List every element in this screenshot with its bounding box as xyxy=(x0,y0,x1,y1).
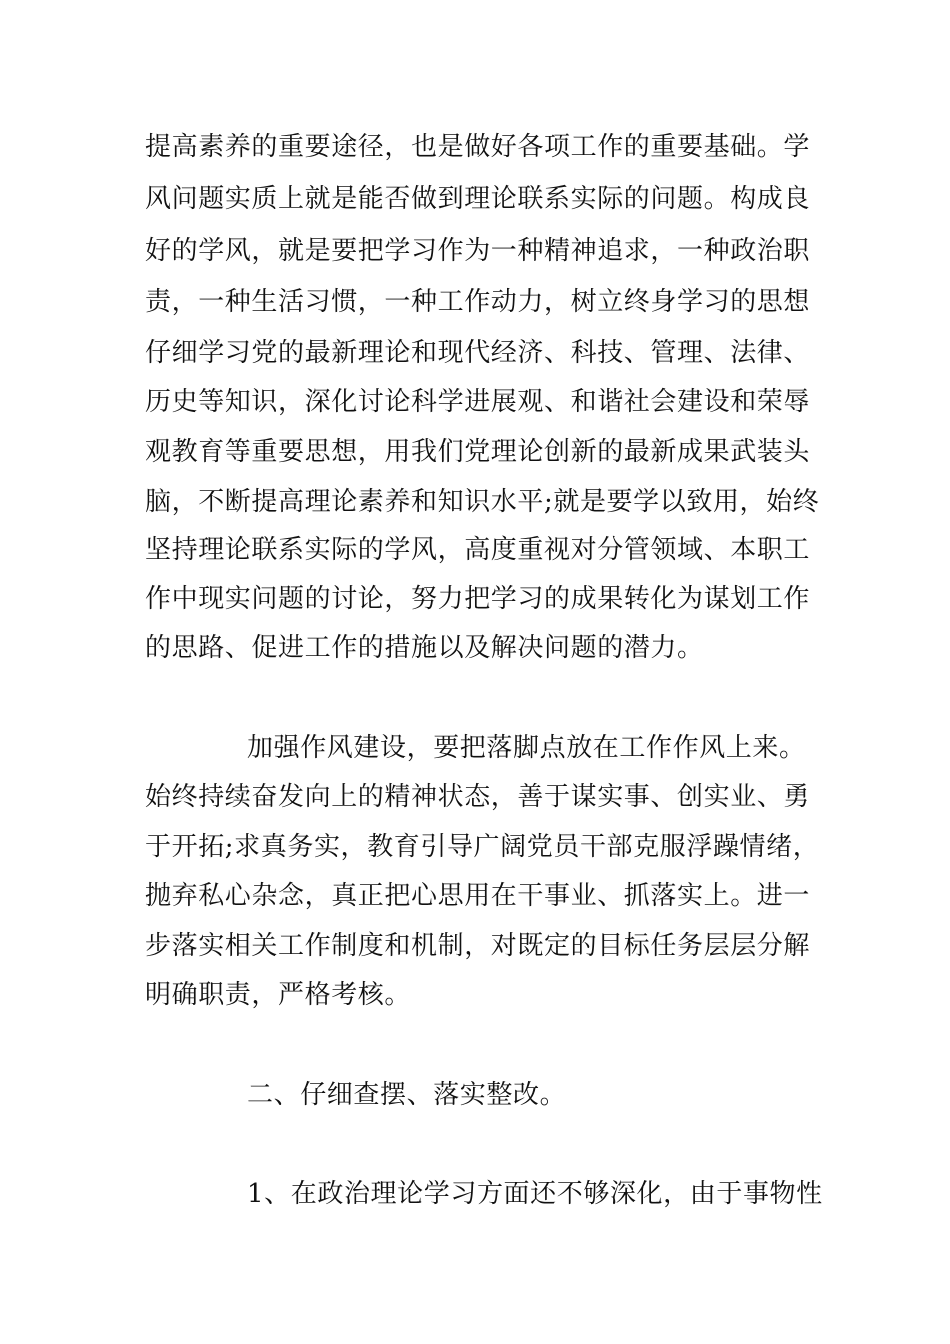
paragraph-1-line-11: 的思路、促进工作的措施以及解决问题的潜力。 xyxy=(145,633,704,663)
paragraph-2-line-1: 加强作风建设，要把落脚点放在工作作风上来。 xyxy=(247,733,806,763)
paragraph-1-line-2: 风问题实质上就是能否做到理论联系实际的问题。构成良 xyxy=(145,184,811,214)
paragraph-2-line-3: 于开拓;求真务实，教育引导广阔党员干部克服浮躁情绪， xyxy=(145,832,820,862)
paragraph-1-line-5: 仔细学习党的最新理论和现代经济、科技、管理、法律、 xyxy=(145,338,811,368)
paragraph-1-line-4: 责，一种生活习惯，一种工作动力，树立终身学习的思想 xyxy=(145,287,811,317)
section-heading: 二、仔细查摆、落实整改。 xyxy=(247,1080,567,1110)
paragraph-2-line-5: 步落实相关工作制度和机制，对既定的目标任务层层分解 xyxy=(145,931,811,961)
paragraph-1-line-1: 提高素养的重要途径，也是做好各项工作的重要基础。学 xyxy=(145,132,811,162)
paragraph-1-line-10: 作中现实问题的讨论，努力把学习的成果转化为谋划工作 xyxy=(145,584,811,614)
paragraph-2-line-4: 抛弃私心杂念，真正把心思用在干事业、抓落实上。进一 xyxy=(145,881,811,911)
paragraph-1-line-8: 脑，不断提高理论素养和知识水平;就是要学以致用，始终 xyxy=(145,487,820,517)
paragraph-1-line-7: 观教育等重要思想，用我们党理论创新的最新成果武装头 xyxy=(145,437,811,467)
item-1-line-1: 1、在政治理论学习方面还不够深化，由于事物性 xyxy=(247,1179,823,1209)
paragraph-1-line-6: 历史等知识，深化讨论科学进展观、和谐社会建设和荣辱 xyxy=(145,387,811,417)
paragraph-2-line-6: 明确职责，严格考核。 xyxy=(145,980,412,1010)
paragraph-1-line-9: 坚持理论联系实际的学风，高度重视对分管领域、本职工 xyxy=(145,535,811,565)
paragraph-1-line-3: 好的学风，就是要把学习作为一种精神追求，一种政治职 xyxy=(145,236,811,266)
paragraph-2-line-2: 始终持续奋发向上的精神状态，善于谋实事、创实业、勇 xyxy=(145,782,811,812)
